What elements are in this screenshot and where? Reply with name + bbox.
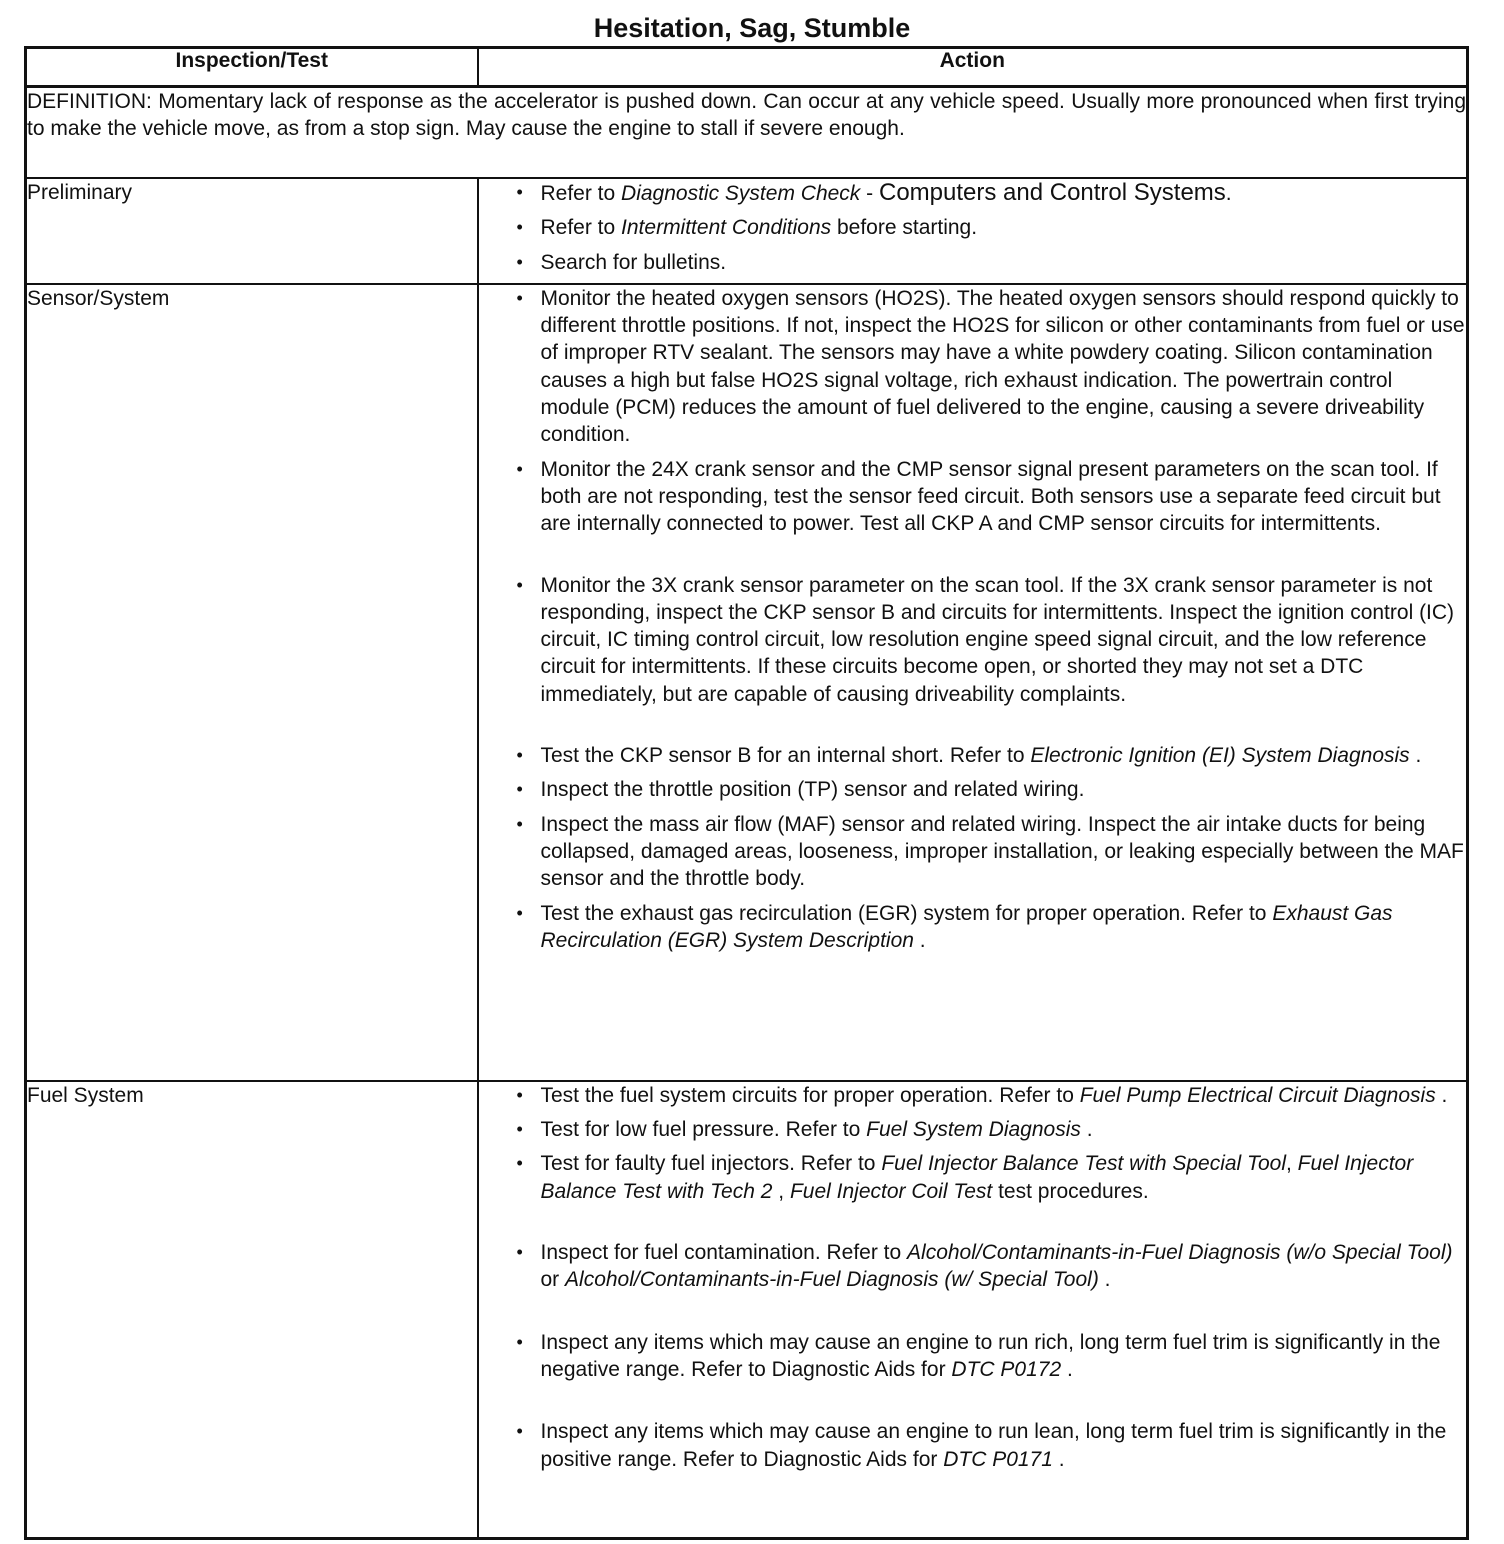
list-item: • Inspect the mass air flow (MAF) sensor and related wiring. Inspect the air intake ducts for being collapsed, damaged areas, looseness, improper installation, or leaking especially between the MAF sensor and the throttle body. [479, 811, 1467, 893]
reference-link: DTC P0171 [943, 1447, 1053, 1471]
reference-link: Electronic Ignition (EI) System Diagnosis [1030, 744, 1410, 768]
row-actions-fuel-system [478, 1081, 1468, 1539]
reference-link: Fuel System Diagnosis [866, 1118, 1081, 1142]
reference-link: Fuel Pump Electrical Circuit Diagnosis [1079, 1083, 1436, 1107]
row-label-fuel-system: Fuel System [26, 1081, 478, 1539]
list-item: • Inspect any items which may cause an engine to run lean, long term fuel trim is significantly in the positive range. Refer to Diagnostic Aids for DTC P0171 . [479, 1418, 1467, 1473]
table-row [26, 178, 1468, 284]
diagnostic-table [24, 46, 1469, 1540]
row-actions-sensor-system [478, 284, 1468, 1081]
list-item: • Test for faulty fuel injectors. Refer to Fuel Injector Balance Test with Special Tool, Fuel Injector Balance Test with Tech 2 , Fuel Injector Coil Test test procedures. [479, 1150, 1467, 1205]
list-item: • Monitor the heated oxygen sensors (HO2S). The heated oxygen sensors should respond quickly to different throttle positions. If not, inspect the HO2S for silicon or other contaminants from fuel or use of improper RTV sealant. The sensors may have a white powdery coating. Silicon contamination causes a high but false HO2S signal voltage, rich exhaust indication. The powertrain control module (PCM) reduces the amount of fuel delivered to the engine, causing a severe driveability condition. [479, 285, 1467, 449]
list-item: • Test the fuel system circuits for proper operation. Refer to Fuel Pump Electrical Circuit Diagnosis . [479, 1082, 1467, 1109]
column-header-inspection: Inspection/Test [26, 48, 478, 87]
list-item: • Search for bulletins. [479, 249, 1467, 276]
list-item: • Test the exhaust gas recirculation (EGR) system for proper operation. Refer to Exhaust Gas Recirculation (EGR) System Description . [479, 900, 1467, 955]
reference-link: Fuel Injector Balance Test with Special Tool [881, 1152, 1286, 1176]
list-item: • Inspect for fuel contamination. Refer to Alcohol/Contaminants-in-Fuel Diagnosis (w/o Special Tool) or Alcohol/Contaminants-in-Fuel Diagnosis (w/ Special Tool) . [479, 1239, 1467, 1294]
row-actions-preliminary [478, 178, 1468, 284]
column-header-action: Action [478, 48, 1468, 87]
list-item: • Refer to Diagnostic System Check - Computers and Control Systems. [479, 179, 1467, 207]
reference-link: DTC P0172 [951, 1357, 1062, 1381]
list-item: • Monitor the 3X crank sensor parameter on the scan tool. If the 3X crank sensor parameter is not responding, inspect the CKP sensor B and circuits for intermittents. Inspect the ignition control (IC) circuit, IC timing control circuit, low resolution engine speed signal circuit, and the low reference circuit for intermittents. If these circuits become open, or shorted they may not set a DTC immediately, but are capable of causing driveability complaints. [479, 572, 1467, 708]
definition-row [26, 87, 1468, 179]
table-row [26, 284, 1468, 1081]
list-item: • Test the CKP sensor B for an internal short. Refer to Electronic Ignition (EI) System Diagnosis . [479, 742, 1467, 769]
reference-link: Diagnostic System Check [621, 182, 861, 205]
list-item: • Refer to Intermittent Conditions before starting. [479, 214, 1467, 241]
list-item: • Monitor the 24X crank sensor and the CMP sensor signal present parameters on the scan tool. If both are not responding, test the sensor feed circuit. Both sensors use a separate feed circuit but are internally connected to power. Test all CKP A and CMP sensor circuits for intermittents. [479, 456, 1467, 538]
definition-text: DEFINITION: Momentary lack of response as the accelerator is pushed down. Can occur at any vehicle speed. Usually more pronounced when first trying to make the vehicle move, as from a stop sign. May cause the engine to stall if severe enough. [26, 87, 1468, 179]
reference-link: Alcohol/Contaminants-in-Fuel Diagnosis (w/ Special Tool) [565, 1268, 1099, 1292]
row-label-preliminary: Preliminary [26, 178, 478, 284]
reference-link: Fuel Injector Balance Test with Tech 2 [540, 1152, 1414, 1203]
row-label-sensor-system: Sensor/System [26, 284, 478, 1081]
list-item: • Inspect the throttle position (TP) sensor and related wiring. [479, 776, 1467, 803]
table-row [26, 1081, 1468, 1539]
reference-link: Alcohol/Contaminants-in-Fuel Diagnosis (w/o Special Tool) [907, 1241, 1453, 1265]
reference-link: Fuel Injector Coil Test [789, 1179, 993, 1203]
table-header-row [26, 48, 1468, 87]
list-item: • Inspect any items which may cause an engine to run rich, long term fuel trim is significantly in the negative range. Refer to Diagnostic Aids for DTC P0172 . [479, 1329, 1467, 1384]
list-item: • Test for low fuel pressure. Refer to Fuel System Diagnosis . [479, 1116, 1467, 1143]
reference-link: Intermittent Conditions [621, 216, 832, 240]
page-title: Hesitation, Sag, Stumble [593, 13, 911, 43]
reference-link: Exhaust Gas Recirculation (EGR) System Description [540, 901, 1393, 952]
